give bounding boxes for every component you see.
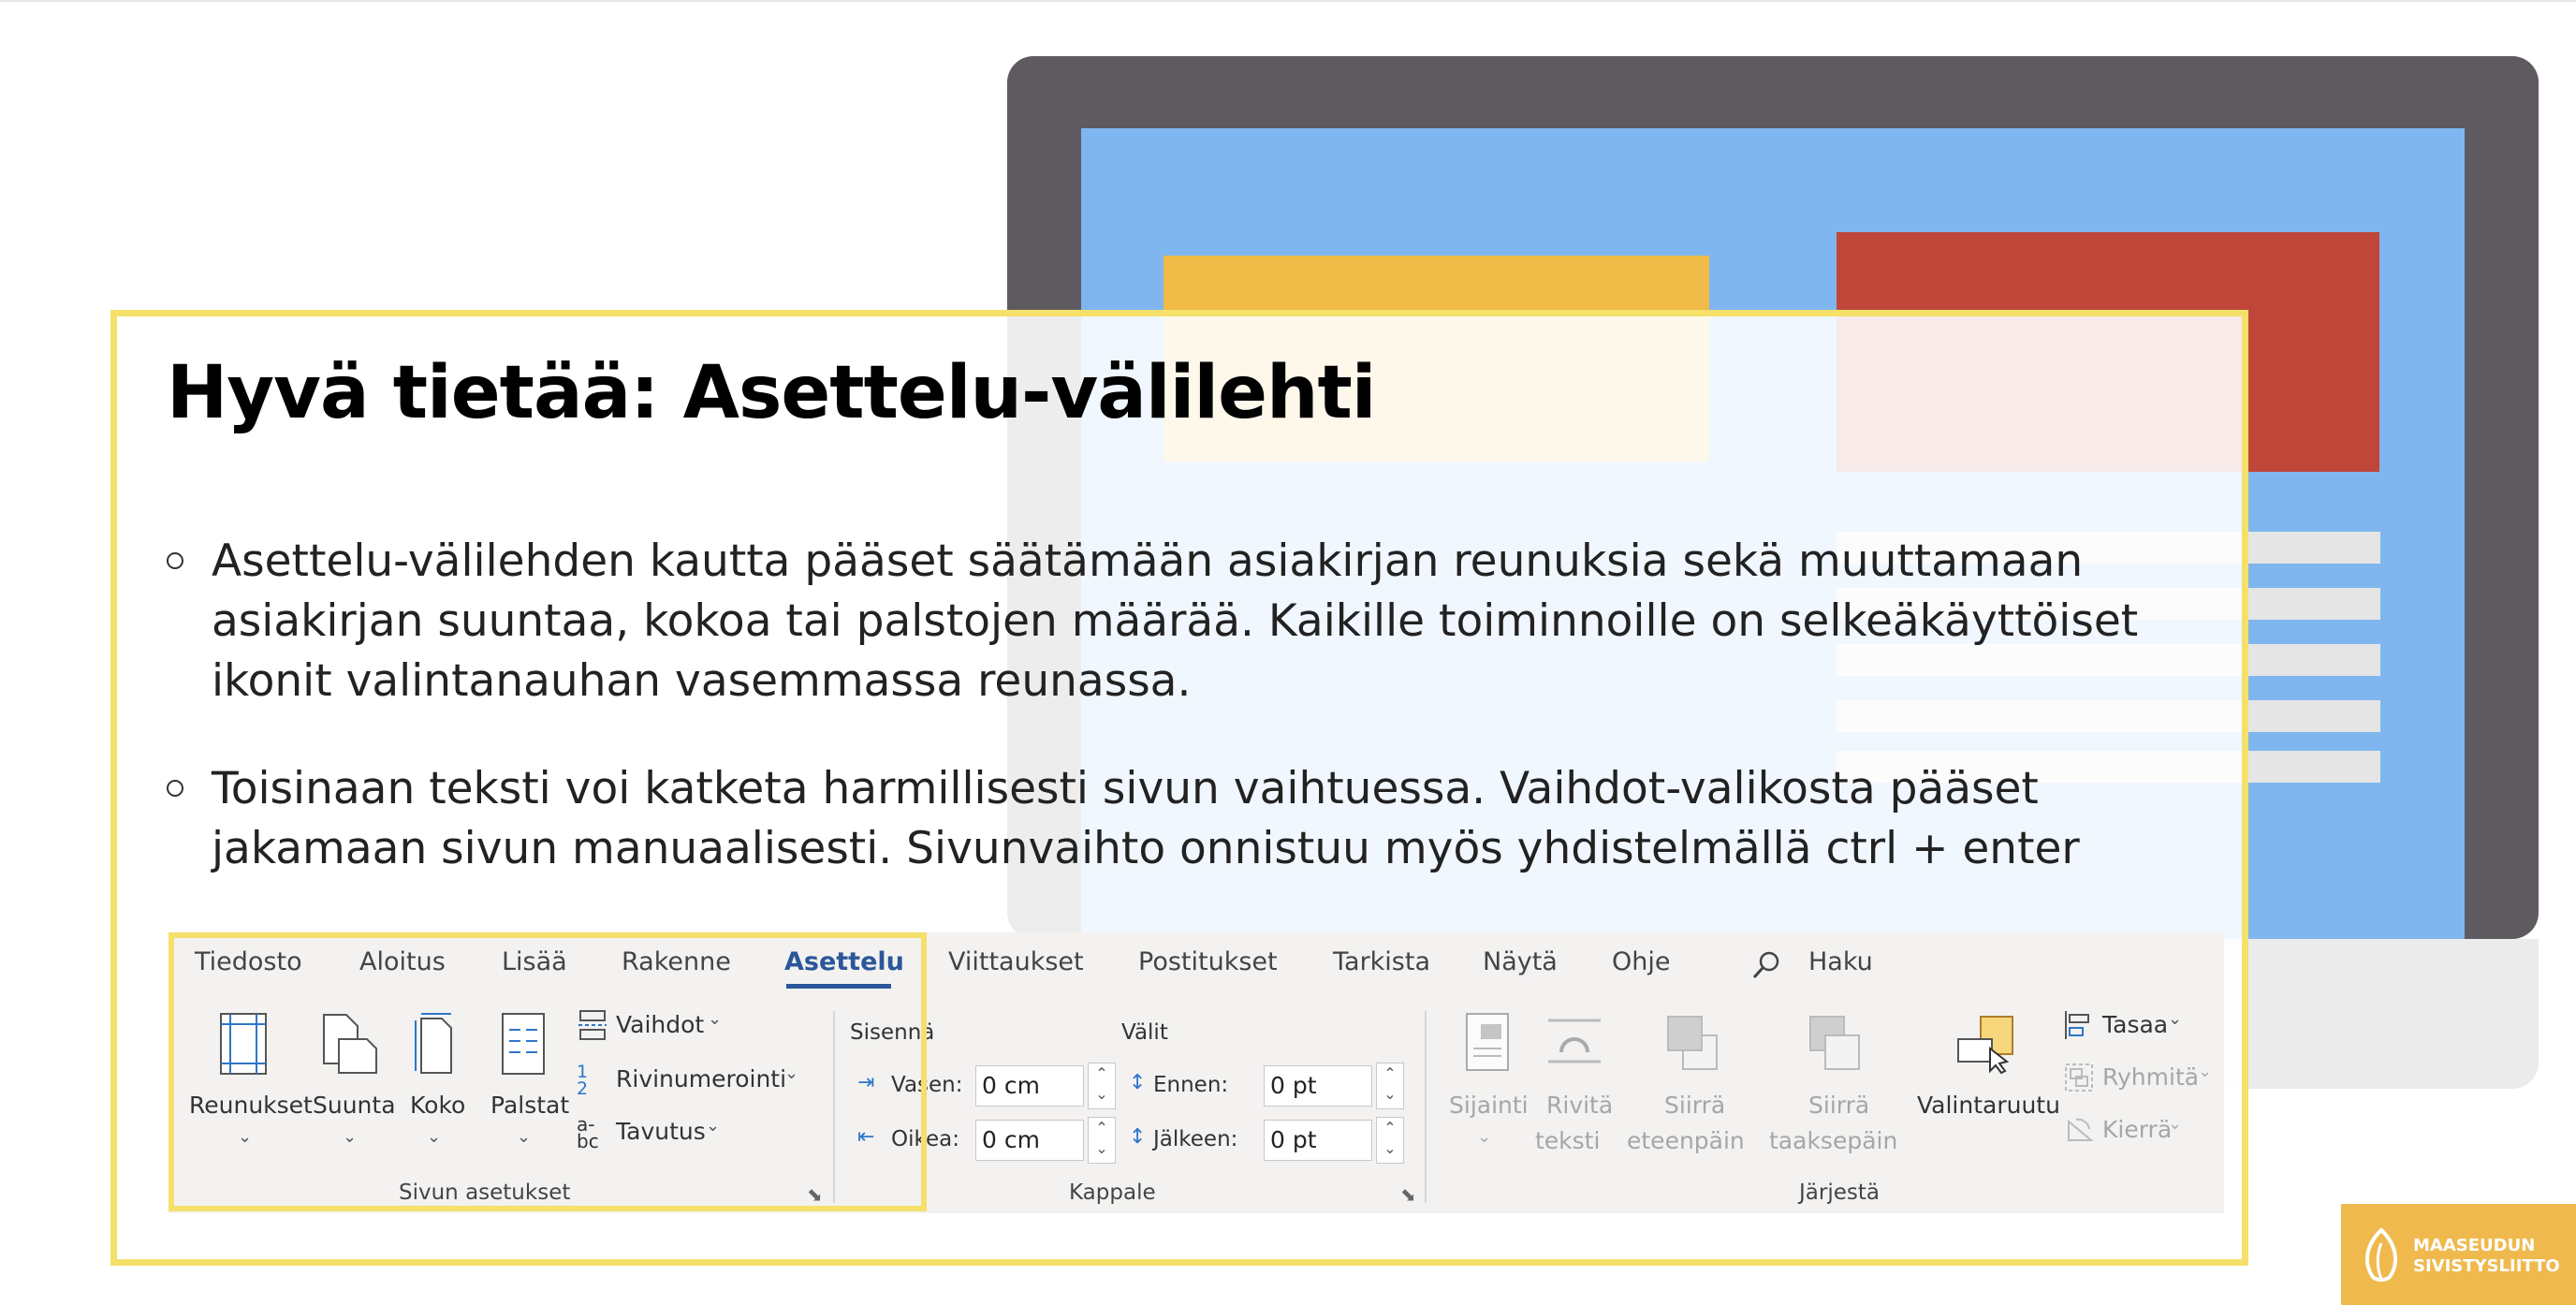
chevron-down-icon[interactable]: ⌄ (708, 1009, 723, 1029)
bullet-marker (167, 780, 183, 797)
send-backward-button-line2[interactable]: taaksepäin (1769, 1127, 1898, 1154)
paragraph-group-label: Kappale (1069, 1180, 1156, 1205)
chevron-down-icon[interactable]: ⌄ (1477, 1127, 1492, 1147)
orientation-button[interactable]: Suunta (313, 1092, 396, 1119)
chevron-down-icon[interactable]: ⌄ (2198, 1062, 2213, 1081)
chevron-down-icon[interactable]: ⌄ (238, 1127, 253, 1147)
chevron-down-icon[interactable]: ⌄ (427, 1127, 442, 1147)
spacing-after-icon: ↕ (1129, 1125, 1147, 1149)
slide-title: Hyvä tietää: Asettelu-välilehti (167, 351, 1376, 435)
send-backward-icon (1807, 1013, 1863, 1073)
margins-button[interactable]: Reunukset (189, 1092, 313, 1119)
selection-pane-icon (1954, 1013, 2016, 1075)
bullet-text: Toisinaan teksti voi katketa harmillisesti sivun vaihtuessa. Vaihdot-valikosta pääset jakamaan sivun manuaalisesti. Sivunvaihto onnistuu myös yhdistelmällä ctrl + enter (212, 763, 2080, 874)
breaks-button[interactable]: Vaihdot (616, 1011, 705, 1038)
tab-tiedosto[interactable]: Tiedosto (195, 947, 302, 976)
logo-line-2: SIVISTYSLIITTO (2413, 1256, 2560, 1276)
spacing-before-input[interactable]: 0 pt (1264, 1065, 1372, 1107)
chevron-down-icon[interactable]: ⌄ (784, 1063, 799, 1083)
line-numbers-button[interactable]: Rivinumerointi (616, 1065, 787, 1092)
dialog-launcher-icon[interactable]: ⬊ (1400, 1183, 1416, 1206)
indent-left-label: Vasen: (891, 1073, 963, 1097)
bullet-marker (167, 552, 183, 569)
chevron-down-icon[interactable]: ⌄ (517, 1127, 532, 1147)
page-setup-highlight (168, 932, 927, 1211)
page-setup-group-label: Sivun asetukset (399, 1180, 571, 1205)
group-icon (2063, 1062, 2095, 1093)
spacing-after-label: Jälkeen: (1153, 1127, 1238, 1151)
bullet-item (167, 532, 2151, 719)
search-icon[interactable] (1750, 949, 1782, 981)
bring-forward-icon (1664, 1013, 1720, 1073)
organization-logo (2341, 1204, 2576, 1305)
spacing-before-icon: ↕ (1129, 1071, 1147, 1094)
chevron-down-icon[interactable]: ⌄ (2168, 1114, 2183, 1134)
spacing-before-label: Ennen: (1153, 1073, 1229, 1097)
indent-header: Sisennä (850, 1020, 935, 1045)
bring-forward-button-line2[interactable]: eteenpäin (1627, 1127, 1745, 1154)
send-backward-button[interactable]: Siirrä (1808, 1092, 1870, 1119)
chevron-down-icon[interactable]: ⌄ (2168, 1009, 2183, 1029)
logo-text (2413, 1236, 2560, 1277)
indent-left-icon: ⇥ (857, 1071, 875, 1094)
columns-button[interactable]: Palstat (490, 1092, 570, 1119)
indent-left-stepper[interactable]: ⌃ ⌄ (1088, 1063, 1116, 1109)
tab-asettelu[interactable]: Asettelu (784, 947, 904, 976)
tab-ohje[interactable]: Ohje (1612, 947, 1671, 976)
tab-nayta[interactable]: Näytä (1483, 947, 1558, 976)
wrap-text-button[interactable]: Rivitä (1546, 1092, 1614, 1119)
size-button[interactable]: Koko (410, 1092, 466, 1119)
search-label[interactable]: Haku (1808, 947, 1873, 976)
bullet-text: Asettelu-välilehden kautta pääset säätämään asiakirjan reunuksia sekä muuttamaan asiakirjan suuntaa, kokoa tai palstojen määrää. Kaikille toiminnoille on selkeäkäyttöiset ikonit valintanauhan vasemmassa reunassa. (212, 535, 2139, 707)
leaf-icon (2358, 1226, 2405, 1283)
spacing-before-stepper[interactable]: ⌃ ⌄ (1376, 1063, 1404, 1109)
rotate-icon (2063, 1114, 2095, 1146)
top-divider (0, 0, 2576, 2)
chevron-down-icon[interactable]: ⌄ (343, 1127, 358, 1147)
tab-viittaukset[interactable]: Viittaukset (948, 947, 1084, 976)
line-numbers-icon: 1 2 (577, 1062, 589, 1099)
spacing-after-stepper[interactable]: ⌃ ⌄ (1376, 1117, 1404, 1164)
tab-rakenne[interactable]: Rakenne (622, 947, 731, 976)
group-button[interactable]: Ryhmitä (2102, 1063, 2200, 1091)
indent-right-label: Oikea: (891, 1127, 959, 1151)
tab-aloitus[interactable]: Aloitus (359, 947, 446, 976)
position-icon (1464, 1011, 1511, 1073)
indent-left-input[interactable]: 0 cm (975, 1065, 1084, 1107)
dialog-launcher-icon[interactable]: ⬊ (807, 1183, 823, 1206)
wrap-text-button-line2[interactable]: teksti (1535, 1127, 1601, 1154)
chevron-down-icon[interactable]: ⌄ (706, 1116, 721, 1136)
wrap-text-icon (1544, 1015, 1604, 1071)
indent-right-icon: ⇤ (857, 1125, 875, 1149)
hyphenation-icon: a- bc (577, 1113, 599, 1152)
group-separator (1425, 1011, 1427, 1203)
spacing-after-input[interactable]: 0 pt (1264, 1120, 1372, 1161)
align-icon (2063, 1009, 2095, 1041)
align-button[interactable]: Tasaa (2102, 1011, 2169, 1038)
arrange-group-label: Järjestä (1799, 1180, 1880, 1205)
tab-lisaa[interactable]: Lisää (502, 947, 567, 976)
position-button[interactable]: Sijainti (1449, 1092, 1529, 1119)
selection-pane-button[interactable]: Valintaruutu (1917, 1092, 2060, 1119)
hyphenation-button[interactable]: Tavutus (616, 1118, 706, 1145)
indent-right-stepper[interactable]: ⌃ ⌄ (1088, 1117, 1116, 1164)
bring-forward-button[interactable]: Siirrä (1664, 1092, 1726, 1119)
indent-right-input[interactable]: 0 cm (975, 1120, 1084, 1161)
spacing-header: Välit (1121, 1020, 1168, 1045)
tab-postitukset[interactable]: Postitukset (1138, 947, 1278, 976)
rotate-button[interactable]: Kierrä (2102, 1116, 2173, 1143)
tab-tarkista[interactable]: Tarkista (1333, 947, 1431, 976)
bullet-item (167, 759, 2151, 890)
logo-line-1: MAASEUDUN (2413, 1236, 2536, 1255)
